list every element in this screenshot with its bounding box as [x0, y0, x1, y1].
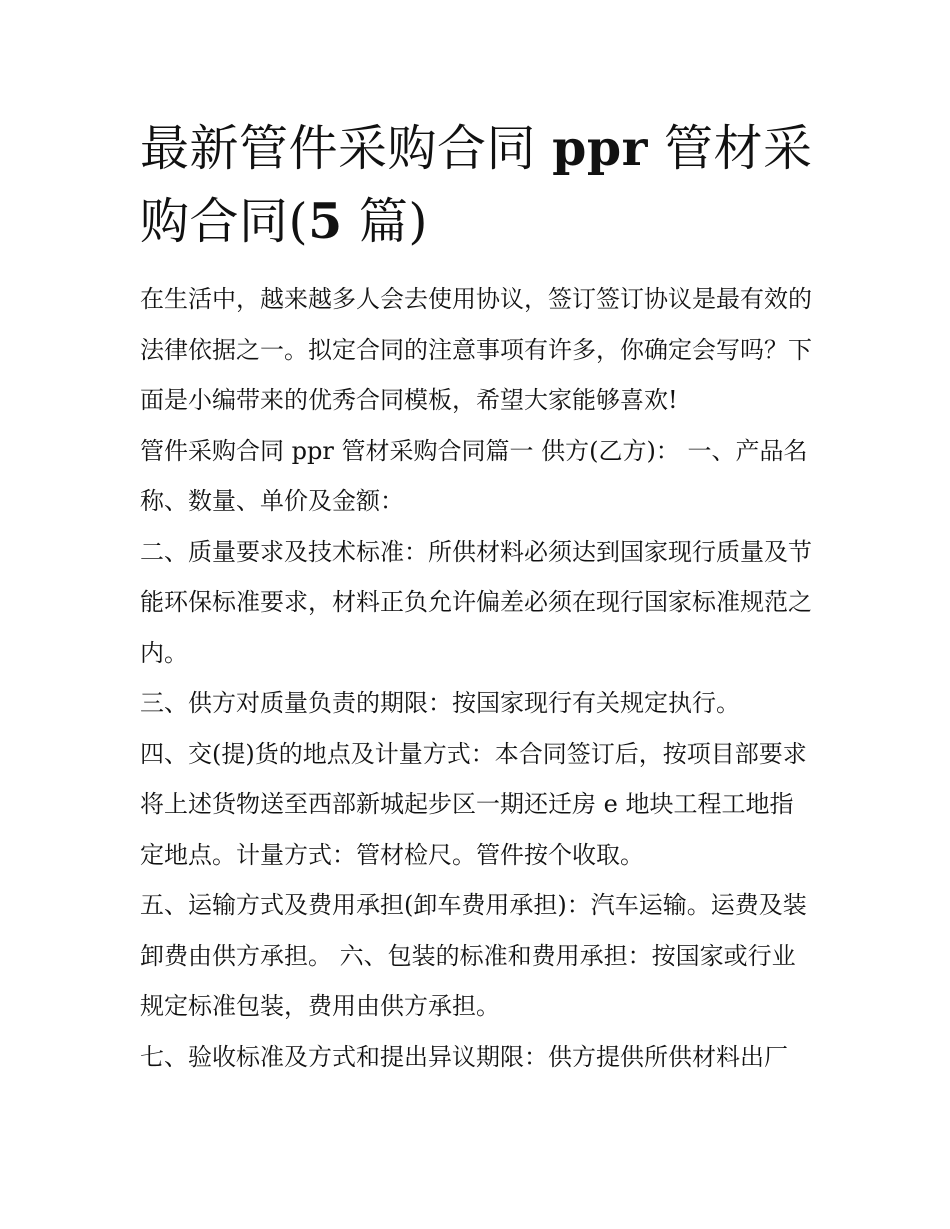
title-text-3: 管材采购合同(	[140, 120, 813, 250]
clause-5-6-paragraph: 五、运输方式及费用承担(卸车费用承担)：汽车运输。运费及装卸费由供方承担。 六、包装的标准和费用承担：按国家或行业规定标准包装，费用由供方承担。	[140, 891, 807, 1020]
clause-4-paragraph: 四、交(提)货的地点及计量方式：本合同签订后，按项目部要求将上述货物送至西部新城起步区一期还迁房 e 地块工程工地指定地点。计量方式：管材检尺。管件按个收取。	[140, 739, 807, 869]
clause-3-paragraph: 三、供方对质量负责的期限：按国家现行有关规定执行。	[140, 689, 740, 717]
clause-2-paragraph: 二、质量要求及技术标准：所供材料必须达到国家现行质量及节能环保标准要求，材料正负允许偏差必须在现行国家标准规范之内。	[140, 537, 812, 667]
document-title	[140, 112, 815, 258]
title-text-5: 篇)	[358, 193, 428, 250]
document-body	[140, 112, 815, 1082]
title-text-4: 5	[308, 192, 343, 250]
title-text-2: ppr	[552, 119, 648, 177]
intro-paragraph: 在生活中，越来越多人会去使用协议，签订签订协议是最有效的法律依据之一。拟定合同的注意事项有许多，你确定会写吗？下面是小编带来的优秀合同模板，希望大家能够喜欢!	[140, 285, 812, 414]
contract-heading-paragraph: 管件采购合同 ppr 管材采购合同篇一 供方(乙方)： 一、产品名称、数量、单价及金额：	[140, 436, 808, 515]
clause-7-paragraph: 七、验收标准及方式和提出异议期限：供方提供所供材料出厂	[140, 1042, 788, 1071]
title-text-1: 最新管件采购合同	[140, 120, 537, 177]
